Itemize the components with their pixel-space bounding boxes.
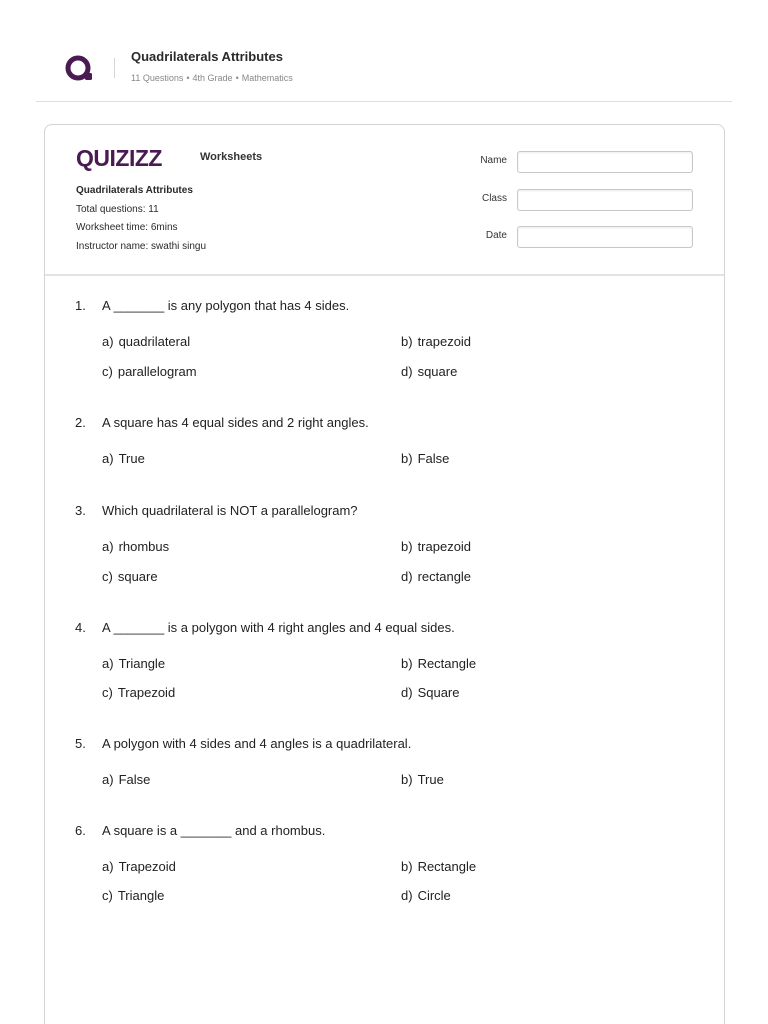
question-text: A square has 4 equal sides and 2 right angles. [102, 415, 369, 430]
option-text: Triangle [118, 656, 166, 671]
option-letter: a) [102, 772, 114, 787]
document-header [0, 0, 768, 102]
option-b[interactable] [401, 656, 476, 671]
option-letter: b) [401, 772, 413, 787]
option-letter: d) [401, 569, 413, 584]
option-text: parallelogram [117, 364, 197, 379]
option-letter: a) [102, 334, 114, 349]
option-letter: c) [102, 569, 113, 584]
question-text: A polygon with 4 sides and 4 angles is a quadrilateral. [102, 736, 412, 751]
class-field[interactable] [517, 189, 693, 211]
meta-subject: Mathematics [241, 73, 293, 83]
option-d[interactable] [401, 685, 459, 700]
worksheet-info [76, 182, 206, 256]
name-field[interactable] [517, 151, 693, 173]
option-a[interactable] [102, 334, 190, 349]
option-a[interactable] [102, 656, 165, 671]
option-letter: a) [102, 656, 114, 671]
option-a[interactable] [102, 539, 169, 554]
option-letter: b) [401, 451, 413, 466]
option-text: Trapezoid [117, 685, 176, 700]
meta-separator: • [186, 73, 190, 83]
meta-grade: 4th Grade [192, 73, 233, 83]
question-number: 2. [75, 415, 86, 430]
date-field[interactable] [517, 226, 693, 248]
total-questions: Total questions: 11 [76, 203, 159, 215]
option-text: Rectangle [417, 656, 477, 671]
quizizz-q-logo-icon [64, 53, 96, 85]
name-field-row [465, 151, 695, 173]
option-text: rhombus [118, 539, 170, 554]
option-text: True [118, 451, 145, 466]
option-text: rectangle [417, 569, 472, 584]
option-text: Square [417, 685, 460, 700]
option-text: trapezoid [417, 334, 472, 349]
option-text: True [417, 772, 444, 787]
option-text: Triangle [117, 888, 165, 903]
option-a[interactable] [102, 859, 176, 874]
brand-subtitle: Worksheets [200, 151, 263, 163]
option-b[interactable] [401, 539, 471, 554]
option-letter: b) [401, 334, 413, 349]
question-number: 4. [75, 620, 86, 635]
option-c[interactable] [102, 888, 164, 903]
option-text: quadrilateral [118, 334, 191, 349]
option-text: Trapezoid [118, 859, 176, 874]
option-text: Rectangle [417, 859, 477, 874]
instructor-name: Instructor name: swathi singu [76, 240, 207, 252]
option-text: Circle [417, 888, 451, 903]
worksheet-header [45, 125, 724, 276]
question-text: A _______ is a polygon with 4 right angles and 4 equal sides. [102, 620, 455, 635]
option-letter: d) [401, 888, 413, 903]
brand-wordmark-text: QUIZIZZ [76, 145, 162, 171]
option-text: square [417, 364, 458, 379]
option-letter: b) [401, 859, 413, 874]
option-d[interactable] [401, 364, 457, 379]
meta-question-count: 11 Questions [131, 73, 184, 83]
option-letter: c) [102, 364, 113, 379]
option-letter: a) [102, 539, 114, 554]
option-b[interactable] [401, 451, 449, 466]
class-field-row [465, 189, 695, 211]
option-c[interactable] [102, 569, 158, 584]
question-text: A _______ is any polygon that has 4 sides. [102, 298, 350, 313]
question-number: 6. [75, 823, 86, 838]
class-label: Class [481, 193, 507, 204]
name-label: Name [480, 155, 507, 166]
option-d[interactable] [401, 888, 451, 903]
option-b[interactable] [401, 334, 471, 349]
document-meta [131, 73, 293, 83]
option-letter: a) [102, 451, 114, 466]
meta-separator: • [235, 73, 239, 83]
option-text: False [118, 772, 151, 787]
worksheet-time: Worksheet time: 6mins [76, 222, 178, 233]
question-text: Which quadrilateral is NOT a parallelogram? [102, 503, 358, 518]
option-c[interactable] [102, 364, 197, 379]
option-letter: c) [102, 888, 113, 903]
date-field-row [465, 226, 695, 248]
option-c[interactable] [102, 685, 175, 700]
header-rule [36, 101, 732, 102]
option-text: trapezoid [417, 539, 472, 554]
date-label: Date [485, 230, 507, 241]
question-number: 5. [75, 736, 86, 751]
worksheet-title: Quadrilaterals Attributes [76, 185, 193, 196]
question-number: 3. [75, 503, 86, 518]
option-d[interactable] [401, 569, 471, 584]
document-title: Quadrilaterals Attributes [131, 49, 283, 64]
option-letter: d) [401, 685, 413, 700]
option-a[interactable] [102, 451, 145, 466]
option-text: square [117, 569, 158, 584]
question-text: A square is a _______ and a rhombus. [102, 823, 326, 838]
option-letter: b) [401, 656, 413, 671]
option-letter: d) [401, 364, 413, 379]
option-text: False [417, 451, 450, 466]
option-b[interactable] [401, 859, 476, 874]
option-a[interactable] [102, 772, 150, 787]
option-b[interactable] [401, 772, 444, 787]
header-divider [114, 58, 115, 78]
question-number: 1. [75, 298, 86, 313]
quizizz-wordmark [76, 145, 196, 171]
option-letter: b) [401, 539, 413, 554]
option-letter: a) [102, 859, 114, 874]
option-letter: c) [102, 685, 113, 700]
